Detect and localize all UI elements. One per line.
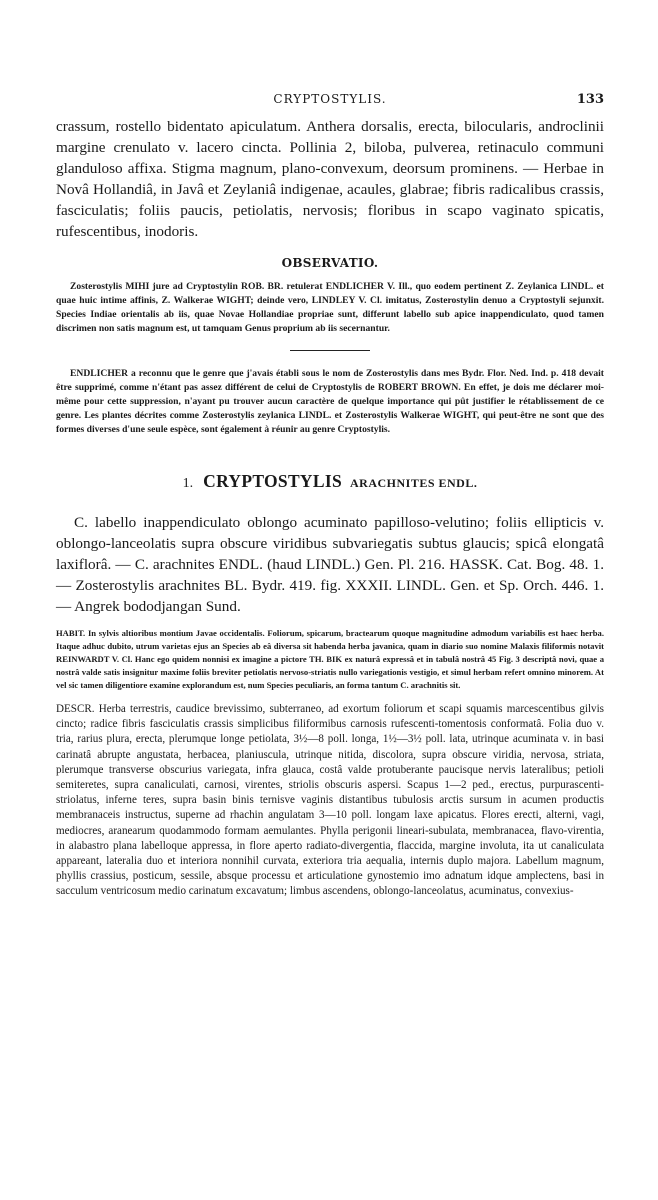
section-divider-rule <box>290 350 370 351</box>
book-page <box>56 92 604 900</box>
species-genus: CRYPTOSTYLIS <box>203 471 342 491</box>
running-title: CRYPTOSTYLIS. <box>273 92 387 106</box>
species-description: DESCR. Herba terrestris, caudice brevissimo, subterraneo, ad exortum foliorum et scapi squamis marcescentibus gilvis cincto; radice fibris fasciculatis crassis simplicibus filiformibus carnosis rufescenti-tomentosis conformatâ. Folia duo v. tria, rarius plura, erecta, plerumque longe petiolata, 3½—8 poll. longa, 1½—3½ poll. lata, utrinque acuminata v. in basi carinatâ abrupte angustata, herbacea, planiuscula, utrinque nitida, discolora, supra obscure viridia, nervosa, striata, plerumque transverse obscurius variegata, infra glauca, costâ valde protuberante paucisque nervis lateralibus; petioli semiteretes, supra canaliculati, carnosi, virentes, striolis obscuris aspersi. Scapus 1—2 ped., erectus, purpurascenti-striolatus, inferne teres, supra basin binis ternisve vaginis distantibus tubulosis arctis sursum in acumen productis membranaceis instructus, superne ad rhachin angulatam 3—10 poll. longam laxe apicatus. Flores erecti, alterni, vagi, mediocres, aranearum quodammodo formam aemulantes. Phylla perigonii lineari-subulata, membranacea, flavo-virentia, in alabastro plana labelloque appressa, in flore aperto radiato-divergentia, flaccida, margine involuta, ita ut canaliculata appareant, lateralia duo et interiora nonnihil curvata, exteriora tria aequalia, internis duplo majora. Labellum magnum, phyllis crassius, posticum, sessile, absque processu et articulatione gynostemio imo adnatum idque amplectens, basi in sacculum ventricosum medio carinatum excavatum; limbus ascendens, oblongo-lanceolatus, acuminatus, convexius- <box>56 703 604 898</box>
species-habit: HABIT. In sylvis altioribus montium Javae occidentalis. Foliorum, spicarum, bractearum quoque magnitudine admodum variabilis est haec herba. Itaque adhuc dubito, utrum varietas ejus an Species ab eâ diversa sit habenda herba javanica, quam in diario suo nomine Malaxis filiformis notavit REINWARDT V. Cl. Hanc ego quidem nonnisi ex imagine a pictore TH. BIK ex naturâ expressâ et in tabulâ nostrâ 45 Fig. 3 descriptâ novi, quae a nostrâ valde satis insignitur maxime foliis breviter petiolatis nervoso-striatis nullo variegationis vestigio, et simul herbam refert omnino minorem. At vel sic tamen diligentiore examine explorandum est, num Species peculiaris, an forma tantum C. arachnitis sit. <box>56 628 604 690</box>
observatio-french-text: ENDLICHER a reconnu que le genre que j'avais établi sous le nom de Zosterostylis dans mes Bydr. Flor. Ned. Ind. p. 418 devait être supprimé, comme n'étant pas assez différent de celui de Cryptostylis de ROBERT BROWN. En effet, je dois me déclarer moi-même pour cette suppression, n'ayant pu trouver aucun caractère de quelque importance qui pût justifier le rétablissement de ce genre. Les plantes décrites comme Zosterostylis zeylanica LINDL. et Zosterostylis Walkerae WIGHT, qui peut-être ne sont que des formes diverses d'une seule espèce, sont également à réunir au genre Cryptostylis. <box>56 368 604 435</box>
species-number: 1. <box>182 476 194 491</box>
species-heading <box>56 471 604 492</box>
intro-paragraph: crassum, rostello bidentato apiculatum. Anthera dorsalis, erecta, bilocularis, androclinii margine crenulato v. lacero cincta. Pollinia 2, biloba, pulverea, retinaculo communi glanduloso affixa. Stigma magnum, plano-convexum, deorsum prominens. — Herbae in Novâ Hollandiâ, in Javâ et Zeylaniâ indigenae, acaules, glabrae; fibris radicalibus crassis, fasciculatis; foliis paucis, petiolatis, nervosis; floribus in scapo vaginato spicatis, rufescentibus, inodoris. <box>56 118 604 240</box>
observatio-heading: OBSERVATIO. <box>281 256 379 270</box>
species-diagnosis: C. labello inappendiculato oblongo acuminato papilloso-velutino; foliis ellipticis v. oblongo-lanceolatis supra obscure viridibus subvariegatis subtus glaucis; spicâ elongatâ laxiflorâ. — C. arachnites ENDL. (haud LINDL.) Gen. Pl. 216. HASSK. Cat. Bog. 48. 1. — Zosterostylis arachnites BL. Bydr. 419. fig. XXXII. LINDL. Gen. et Sp. Orch. 446. 1. — Angrek bododjangan Sund. <box>56 514 604 615</box>
page-number: 133 <box>576 92 604 107</box>
observatio-latin-text: Zosterostylis MIHI jure ad Cryptostylin ROB. BR. retulerat ENDLICHER V. Ill., quo eodem pertinent Z. Zeylanica LINDL. et quae huic intime affinis, Z. Walkerae WIGHT; deinde vero, LINDLEY V. Cl. imitatus, Zosterostylin denuo a Cryptostyli sejunxit. Species Indiae orientalis ab iis, quae Novae Hollandiae propriae sunt, differunt labello sub apice inappendiculato, quod tamen discrimen non satis magnum est, ut tamquam Genus proprium ab iis secernantur. <box>56 281 604 334</box>
running-head <box>56 92 604 110</box>
species-epithet: ARACHNITES ENDL. <box>349 476 478 490</box>
